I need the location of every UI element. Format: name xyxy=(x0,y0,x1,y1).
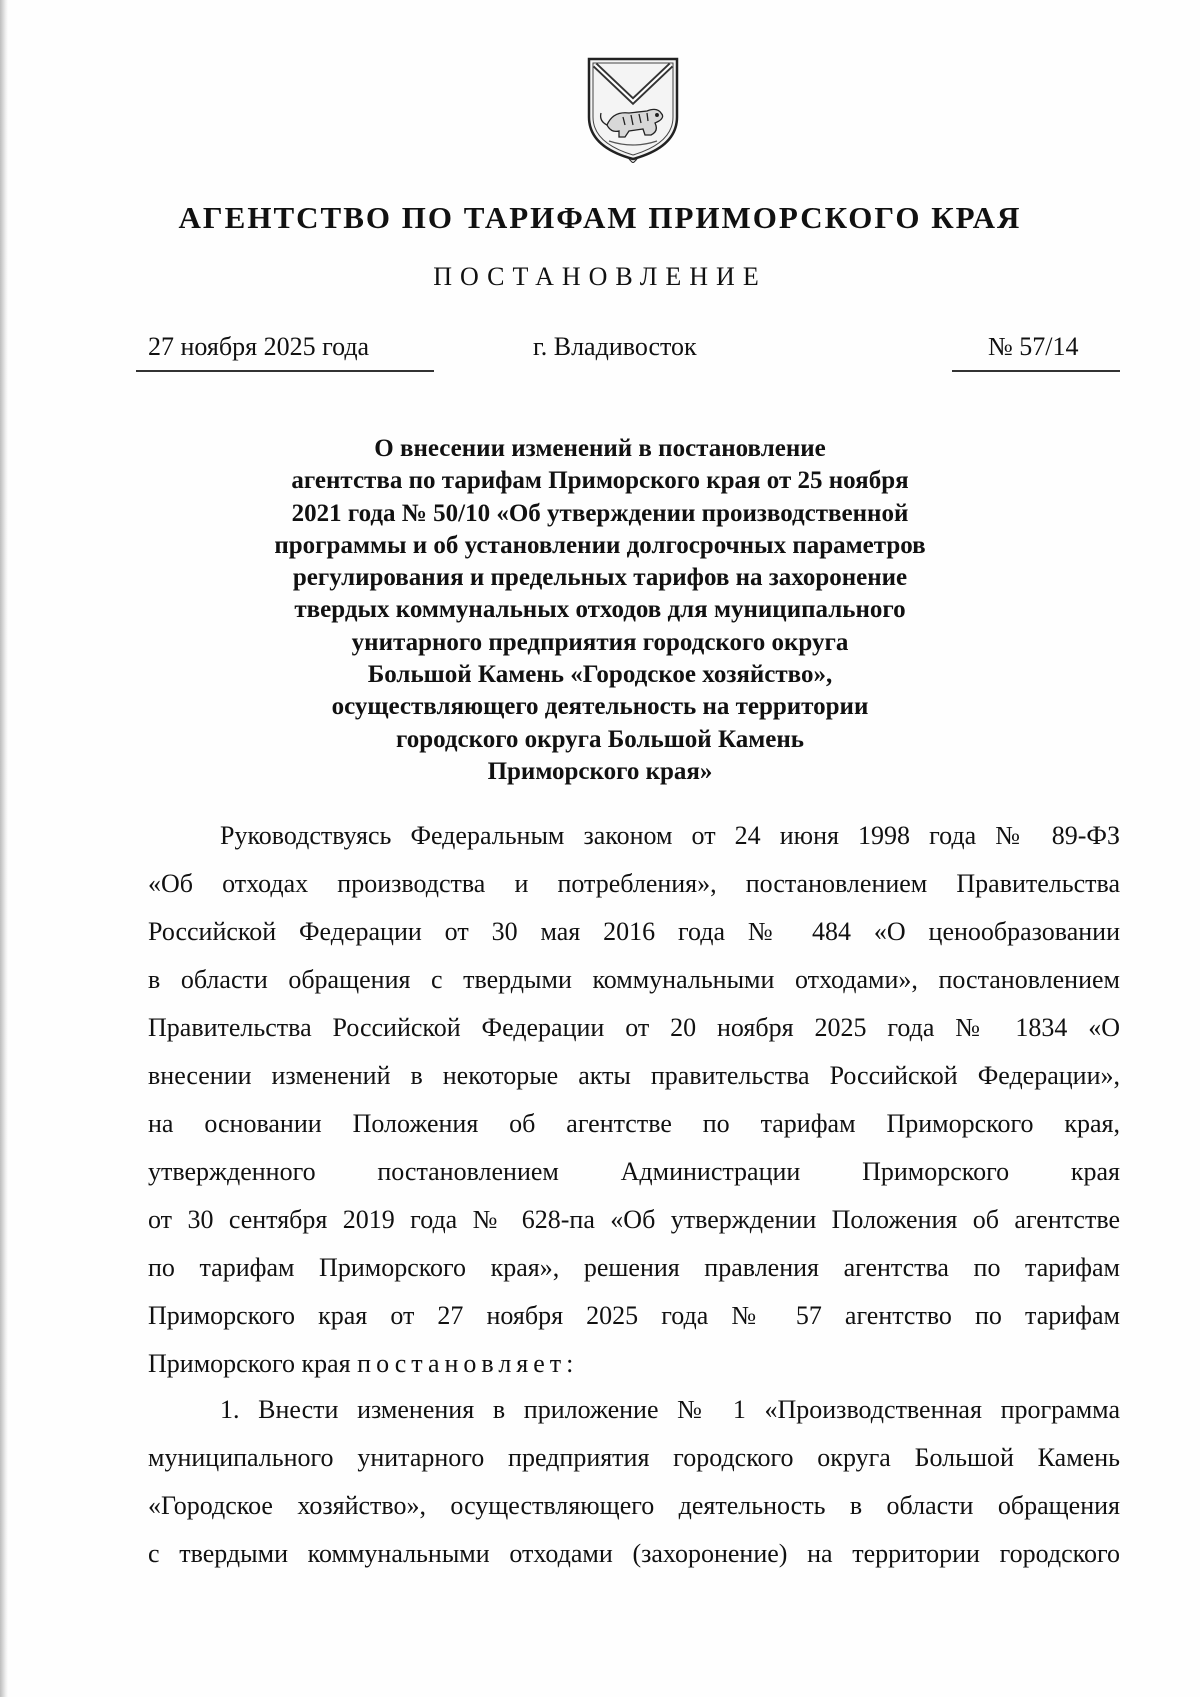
preamble-line: «Об отходах производства и потребления», постановлением Правительства xyxy=(148,869,1120,898)
subject-line: агентства по тарифам Приморского края от 25 ноября xyxy=(291,467,909,495)
subject-line: унитарного предприятия городского округа xyxy=(351,628,849,656)
preamble-line: внесении изменений в некоторые акты правительства Российской Федерации», xyxy=(148,1061,1120,1090)
preamble-line: в области обращения с твердыми коммунальными отходами», постановлением xyxy=(148,965,1120,994)
document-city: г. Владивосток xyxy=(533,332,697,361)
document-type: ПОСТАНОВЛЕНИЕ xyxy=(433,262,767,291)
subject-line: твердых коммунальных отходов для муниципального xyxy=(294,596,906,624)
decree-verb: постановляет: xyxy=(357,1349,579,1378)
date-underline xyxy=(136,370,434,372)
preamble-line: Правительства Российской Федерации от 20 ноября 2025 года № 1834 «О xyxy=(148,1013,1120,1042)
number-underline xyxy=(952,370,1120,372)
preamble-closing-line xyxy=(148,1340,1120,1388)
preamble-paragraph xyxy=(148,812,1120,1388)
item-1-line: 1. Внести изменения в приложение № 1 «Производственная программа xyxy=(220,1395,1120,1424)
document-date: 27 ноября 2025 года xyxy=(148,332,370,361)
document-number: № 57/14 xyxy=(988,332,1079,361)
item-1-line: муниципального унитарного предприятия городского округа Большой Камень xyxy=(148,1443,1120,1472)
item-1-line: с твердыми коммунальными отходами (захоронение) на территории городского xyxy=(148,1539,1120,1568)
coat-of-arms-emblem xyxy=(585,55,681,163)
preamble-line: Руководствуясь Федеральным законом от 24 июня 1998 года № 89-ФЗ xyxy=(220,821,1120,850)
preamble-line: по тарифам Приморского края», решения правления агентства по тарифам xyxy=(148,1253,1120,1282)
subject-line: О внесении изменений в постановление xyxy=(374,435,826,462)
preamble-line: Российской Федерации от 30 мая 2016 года № 484 «О ценообразовании xyxy=(148,917,1120,946)
document-subject xyxy=(200,433,1000,788)
subject-line: 2021 года № 50/10 «Об утверждении производственной xyxy=(291,499,909,527)
subject-line: регулирования и предельных тарифов на захоронение xyxy=(292,564,908,592)
item-1-line: «Городское хозяйство», осуществляющего деятельность в области обращения xyxy=(148,1491,1120,1520)
subject-line: осуществляющего деятельность на территории xyxy=(331,693,869,721)
subject-line: программы и об установлении долгосрочных параметров xyxy=(274,531,926,559)
preamble-closing-text: Приморского края xyxy=(148,1349,351,1378)
subject-line: городского округа Большой Камень xyxy=(395,725,805,753)
subject-line: Большой Камень «Городское хозяйство», xyxy=(367,661,833,689)
agency-title: АГЕНТСТВО ПО ТАРИФАМ ПРИМОРСКОГО КРАЯ xyxy=(178,200,1022,235)
preamble-line: от 30 сентября 2019 года № 628-па «Об утверждении Положения об агентстве xyxy=(148,1205,1120,1234)
preamble-line: утвержденного постановлением Администрации Приморского края xyxy=(148,1157,1120,1186)
preamble-line: на основании Положения об агентстве по тарифам Приморского края, xyxy=(148,1109,1120,1138)
preamble-line: Приморского края от 27 ноября 2025 года № 57 агентство по тарифам xyxy=(148,1301,1120,1330)
item-1-paragraph xyxy=(148,1386,1120,1578)
scan-edge-shadow xyxy=(0,0,8,1697)
subject-line: Приморского края» xyxy=(487,757,713,785)
